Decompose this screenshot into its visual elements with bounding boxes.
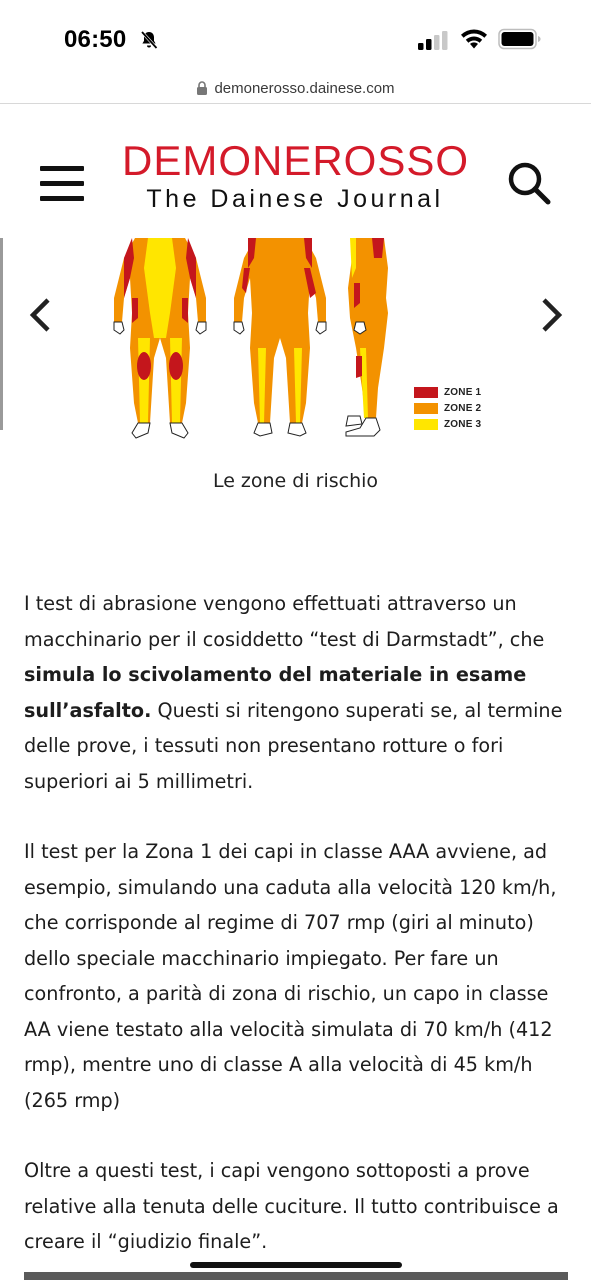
legend-row-zone-3	[414, 416, 481, 432]
logo-main: DEMONEROSSO	[122, 137, 470, 184]
carousel-edge	[0, 238, 3, 430]
hamburger-menu-icon[interactable]	[40, 166, 84, 204]
zone-1-swatch	[414, 387, 438, 398]
chevron-right-icon[interactable]	[536, 296, 566, 334]
zone-2-swatch	[414, 403, 438, 414]
legend-label: ZONE 2	[444, 402, 482, 414]
signal-icon	[418, 30, 450, 50]
legend-label: ZONE 1	[444, 386, 482, 398]
legend-row-zone-2	[414, 400, 481, 416]
logo-sub: The Dainese Journal	[146, 185, 444, 213]
home-indicator[interactable]	[190, 1262, 402, 1268]
status-time: 06:50	[64, 26, 127, 53]
lock-icon	[196, 81, 208, 95]
figure-side	[346, 238, 388, 436]
figure-back	[234, 238, 326, 436]
status-bar	[0, 0, 591, 72]
paragraph-text: Questi si ritengono superati se, al termine delle prove, i tessuti non presentano rotture o fori superiori ai 5 millimetri.	[24, 698, 563, 793]
next-image-preview	[24, 1272, 568, 1280]
url-text: demonerosso.dainese.com	[214, 79, 395, 97]
legend-label: ZONE 3	[444, 418, 482, 430]
zone-3-swatch	[414, 419, 438, 430]
article-paragraph-3: Oltre a questi test, i capi vengono sottoposti a prove relative alla tenuta delle cuciture. Il tutto contribuisce a creare il “giudizio finale”.	[24, 1159, 559, 1253]
paragraph-text: I test di abrasione vengono effettuati attraverso un macchinario per il cosiddetto “test di Darmstadt”, che	[24, 592, 545, 651]
legend-row-zone-1	[414, 384, 481, 400]
article-body	[24, 586, 572, 1280]
chevron-left-icon[interactable]	[26, 296, 56, 334]
paragraph-bold-text: simula lo scivolamento del materiale in esame sull’asfalto.	[24, 663, 527, 722]
bell-muted-icon	[139, 30, 159, 50]
battery-icon	[498, 28, 542, 50]
url-bar[interactable]	[0, 72, 591, 104]
image-carousel	[0, 234, 591, 450]
site-header	[0, 104, 591, 234]
figure-front	[114, 238, 206, 438]
wifi-icon	[460, 28, 488, 50]
zone-legend	[414, 384, 481, 432]
image-caption: Le zone di rischio	[212, 470, 379, 492]
article-paragraph-2: Il test per la Zona 1 dei capi in classe AAA avviene, ad esempio, simulando una caduta alla velocità 120 km/h, che corrisponde al regime di 707 rmp (giri al minuto) dello speciale macchinario impiegato. Per fare un confronto, a parità di zona di rischio, un capo in classe AA viene testato alla velocità simulata di 70 km/h (412 rmp), mentre uno di classe A alla velocità di 45 km/h (265 rmp)	[24, 840, 557, 1112]
article-paragraph-1	[24, 586, 572, 799]
site-logo[interactable]	[122, 137, 470, 214]
search-icon[interactable]	[506, 160, 552, 206]
